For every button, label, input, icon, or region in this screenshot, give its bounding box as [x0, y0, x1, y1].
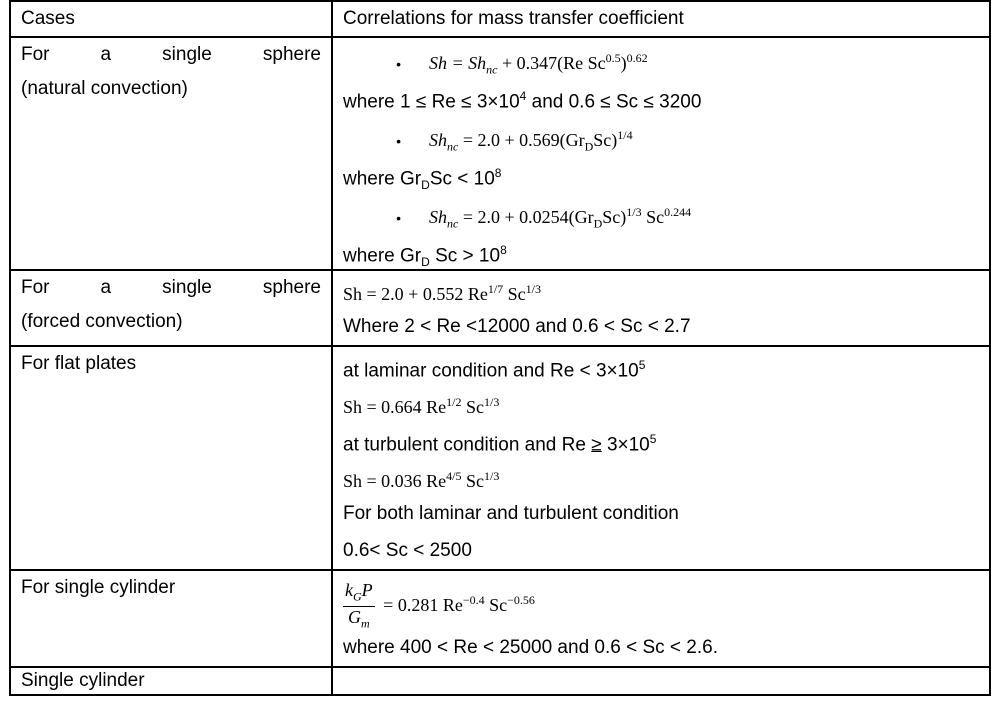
equation-shnc-1: • $Sh_{nc} = 2.0 + 0.569(Gr_DSc)^{1/4}$: [333, 115, 989, 155]
correlation-cell: [332, 37, 990, 270]
equation-sh-natural: • $Sh = Sh_{nc} + 0.347(Re$ $Sc^{0.5})^{0.62}$: [333, 38, 989, 78]
correlation-cell: [332, 346, 990, 570]
condition-text: where $Gr_D$ $Sc > 10^8$: [343, 243, 507, 270]
bullet-icon: •: [396, 210, 401, 226]
condition-text: at laminar condition and $Re < 3\times 10^5$: [343, 358, 646, 382]
table-row: [10, 667, 990, 695]
case-line-2: (natural convection): [21, 78, 188, 99]
table-row: [10, 270, 990, 346]
equation-sh-turbulent: Sh = 0.036 $Re^{4/5}$ $Sc^{1/3}$: [343, 469, 500, 491]
table-row: [10, 570, 990, 667]
equation-shnc-2: • $Sh_{nc} = 2.0 + 0.0254(Gr_DSc)^{1/3}$ $Sc^{0.244}$: [333, 192, 989, 232]
equation-sh-forced: Sh = 2.0 + 0.552 $Re^{1/7}$ $Sc^{1/3}$: [343, 282, 541, 304]
case-line-1: Single cylinder: [21, 670, 145, 691]
case-cell: [10, 667, 332, 695]
correlation-cell: [332, 667, 990, 695]
condition-text: 0.6< Sc < 2500: [343, 540, 472, 561]
equation-cylinder: $\frac{k_GP}{G_m}$ = 0.281 $Re^{-0.4}$ $Sc^{-0.56}$: [333, 571, 989, 629]
header-correlations: Correlations for mass transfer coefficient: [332, 1, 990, 37]
case-cell: [10, 570, 332, 667]
correlation-cell: [332, 570, 990, 667]
bullet-icon: •: [396, 56, 401, 72]
correlation-cell: [332, 270, 990, 346]
correlation-table: [9, 0, 991, 696]
condition-text: For both laminar and turbulent condition: [343, 503, 679, 524]
condition-text: where 400 < Re < 25000 and 0.6 < Sc < 2.6.: [343, 637, 718, 658]
case-cell: [10, 270, 332, 346]
condition-text: where $Gr_DSc < 10^8$: [343, 166, 502, 193]
condition-text: at turbulent condition and $Re \ge 3\times 10^5$: [343, 432, 657, 456]
case-line-1: For flat plates: [21, 353, 137, 374]
condition-text: where $1 \le Re \le 3\times 10^4$ and 0.6 ≤ Sc ≤ 3200: [343, 89, 702, 113]
condition-text: Where 2 < Re <12000 and 0.6 < Sc < 2.7: [343, 316, 691, 337]
header-cases: Cases: [10, 1, 332, 37]
header-row: [10, 1, 990, 37]
table-row: [10, 346, 990, 570]
fraction: $\frac{k_GP}{G_m}$: [345, 579, 373, 631]
equation-sh-laminar: Sh = 0.664 $Re^{1/2}$ $Sc^{1/3}$: [343, 395, 500, 417]
case-line-1: For single cylinder: [21, 577, 176, 598]
case-line-1: For a single sphere: [21, 44, 321, 65]
case-cell: [10, 37, 332, 270]
case-line-2: (forced convection): [21, 311, 183, 332]
case-line-1: For a single sphere: [21, 277, 321, 298]
case-cell: [10, 346, 332, 570]
table-row: [10, 37, 990, 270]
bullet-icon: •: [396, 133, 401, 149]
